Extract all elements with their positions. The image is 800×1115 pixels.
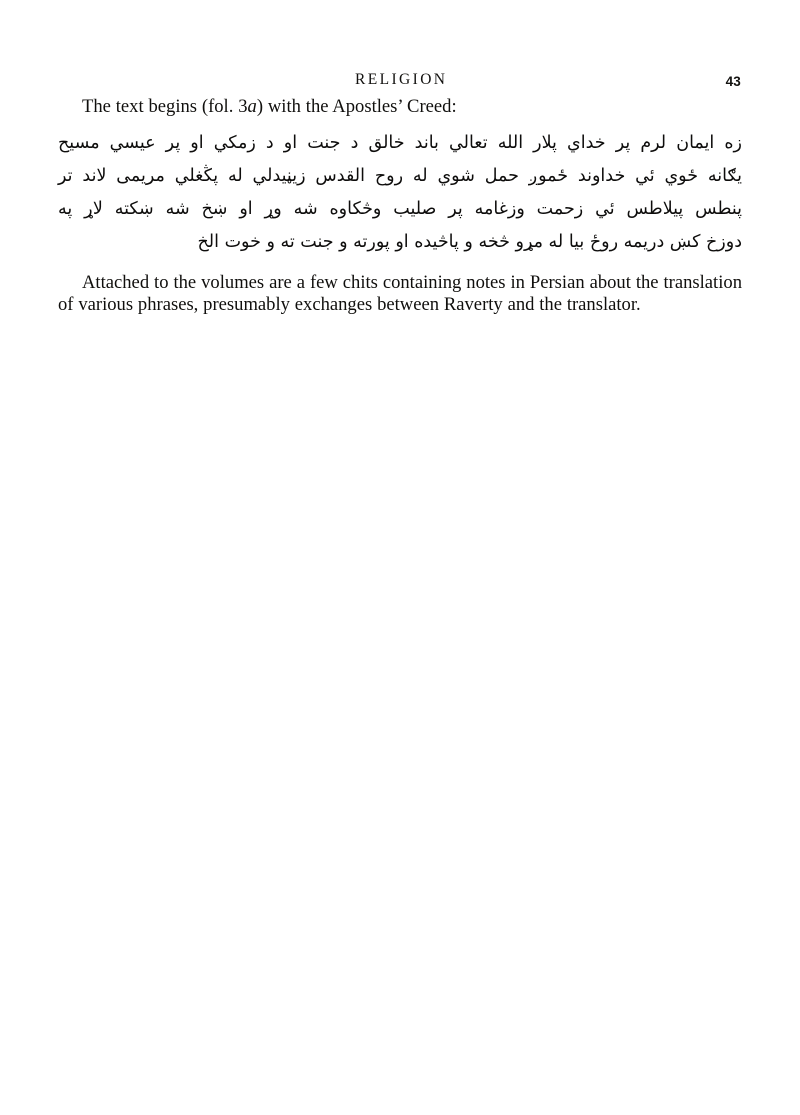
paragraph-spacer [58,259,742,272]
page-number: 43 [725,74,741,89]
lead-segment-3: ) with the Apostles’ Creed: [256,96,457,117]
lead-segment-1: The text begins (fol. 3 [82,96,248,117]
pashto-line-2: يګانه ځوي ئي خداوند ځموږ حمل شوي له روح القدس زيڼيدلي له پڭغلي مريمى لاند تر [58,166,742,187]
pashto-line-1: زه ايمان لرم پر خداي پلار الله تعالي باند خالق د جنت او د زمکي او پر عيسي مسيح [58,133,742,154]
blank-page-area [58,350,742,1050]
pashto-line-3: پنطس پيلاطس ئي زحمت وزغامه پر صليب وڅکاوه شه وړ او ښخ شه ښکته لاړ په [58,199,742,220]
pashto-quotation [58,127,742,259]
text-block [58,96,742,317]
paragraph-lead [58,96,742,118]
paragraph-closing: Attached to the volumes are a few chits containing notes in Persian about the translation of various phrases, presumably exchanges between Raverty and the translator. [58,272,742,316]
lead-segment-folio-letter: a [247,96,257,117]
running-head-title: RELIGION [355,71,448,88]
pashto-line-4: دوزخ کښ دريمه روځ بيا له مړو څخه و پاڅيده او پورته و جنت ته و خوت الخ [197,232,742,253]
running-head [0,70,800,92]
